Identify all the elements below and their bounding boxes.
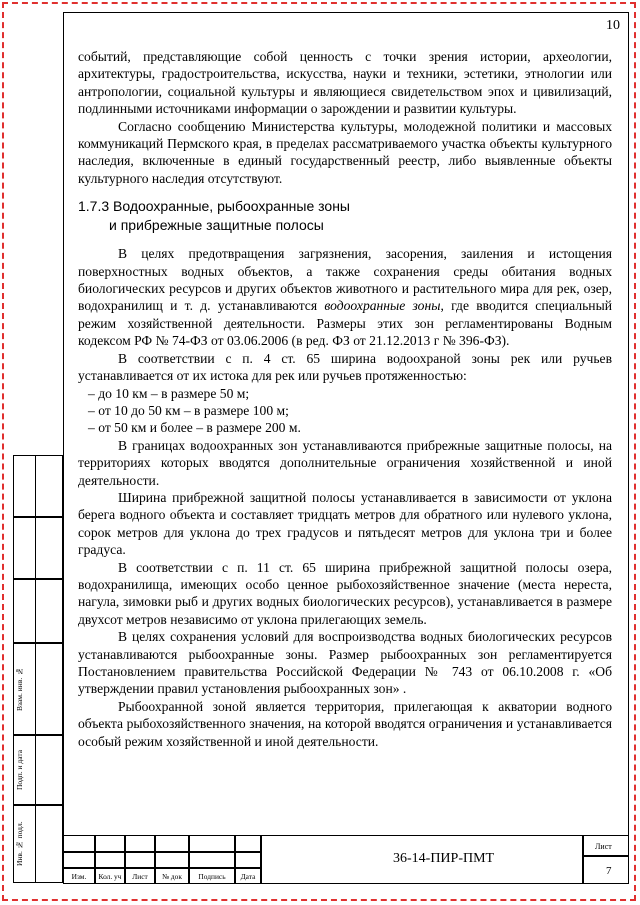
stamp-cell [125, 852, 155, 868]
text-run: , где вводится специальный режим хозяйственной деятельности. Размеры этих зон регламентированы Водным кодексом РФ № 74-ФЗ от 03.06.2006 (в ред. ФЗ от 21.12.2013 г № 396-ФЗ). [78, 298, 612, 349]
stamp-label-sign: Подпись [198, 872, 226, 881]
stamp-cell [95, 835, 125, 852]
sign-date-label: Подп. и дата [15, 749, 24, 791]
vzam-inv-label: Взам. инв. № [15, 666, 24, 712]
paragraph: Рыбоохранной зоной является территория, прилегающая к акватории водного объекта рыбохозяйственного значения, на которой вводятся ограничения и устанавливается особый режим хозяйственной и иной деятельности. [78, 698, 612, 749]
sheet-label: Лист [595, 842, 612, 851]
paragraph: событий, представляющие собой ценность с точки зрения истории, археологии, архитектуры, градостроительства, искусства, науки и техники, эстетики, этнологии или антропологии, социальной культуры и являющиеся свидетельством эпох и цивилизаций, подлинными источниками информации о зарождении и развитии культуры. [78, 49, 612, 117]
document-body [78, 48, 612, 750]
inv-num-label: Инв. № подл. [15, 821, 24, 867]
title-block [63, 835, 629, 884]
strip-divider [35, 455, 36, 883]
list-item: – от 10 до 50 км – в размере 100 м; [88, 402, 289, 418]
paragraph: В целях сохранения условий для воспроизводства водных биологических ресурсов устанавливаются рыбоохранные зоны. Размер рыбоохранных зон регламентируется Постановлением правительства Российской Федерации № 743 от 06.10.2008 г. «Об утверждении правил установления рыбоохранных зон» . [78, 629, 612, 697]
stamp-cell [125, 835, 155, 852]
paragraph-water-protection [78, 245, 612, 349]
stamp-cell [235, 835, 261, 852]
stamp-cell [155, 835, 189, 852]
stamp-cell [63, 835, 95, 852]
heading-line-2: и прибрежные защитные полосы [109, 217, 324, 234]
list-item: – до 10 км – в размере 50 м; [88, 385, 250, 401]
stamp-cell [235, 852, 261, 868]
stamp-label-kol: Кол. уч [98, 872, 122, 881]
stamp-cell [155, 852, 189, 868]
stamp-cell [95, 852, 125, 868]
strip-box [13, 517, 63, 579]
list-item: – от 50 км и более – в размере 200 м. [88, 420, 301, 436]
binding-strip [13, 455, 63, 883]
page-number: 10 [606, 18, 620, 33]
sheet-number: 7 [606, 865, 612, 877]
text-run: В целях предотвращения загрязнения, засорения, заиления и истощения поверхностных водных объектов, а также сохранения среды обитания водных биологических ресурсов и других объектов животного и растительного мира для рек, озер, водохранилищ и т. д. устанавливаются [78, 246, 612, 314]
paragraph: В границах водоохранных зон устанавливаются прибрежные защитные полосы, на территориях которых вводятся дополнительные ограничения хозяйственной и иной деятельности. [78, 437, 612, 488]
heading-line-1: 1.7.3 Водоохранные, рыбоохранные зоны [78, 198, 350, 215]
paragraph: В соответствии с п. 11 ст. 65 ширина прибрежной защитной полосы озера, водохранилища, имеющих особо ценное рыбохозяйственное значение (места нереста, нагула, зимовки рыб и других водных биологических ресурсов), устанавливается в размере двухсот метров независимо от уклона прилегающих земель. [78, 559, 612, 627]
strip-box [13, 579, 63, 643]
stamp-label-doc: № док [162, 872, 182, 881]
paragraph: Ширина прибрежной защитной полосы устанавливается в зависимости от уклона берега водного объекта и составляет тридцать метров для обратного или нулевого уклона, сорок метров для уклона до трех градусов и пятьдесят метров для уклона три и более градуса. [78, 489, 612, 558]
paragraph: Согласно сообщению Министерства культуры, молодежной политики и массовых коммуникаций Пермского края, в пределах рассматриваемого участка объекты культурного наследия, включенные в единый государственный реестр, либо выявленные объекты культурного наследия отсутствуют. [78, 118, 612, 186]
stamp-cell [189, 852, 235, 868]
stamp-label-date: Дата [240, 872, 256, 881]
strip-box [13, 455, 63, 517]
stamp-label-izm: Изм. [71, 872, 87, 881]
stamp-cell [63, 852, 95, 868]
section-heading [78, 197, 612, 235]
document-code: 36-14-ПИР-ПМТ [393, 851, 495, 866]
italic-term: водоохранные зоны [324, 298, 441, 314]
stamp-label-list: Лист [132, 872, 148, 881]
stamp-cell [189, 835, 235, 852]
paragraph: В соответствии с п. 4 ст. 65 ширина водоохраной зоны рек или ручьев устанавливается от их истока для рек или ручьев протяженностью: [78, 350, 612, 384]
